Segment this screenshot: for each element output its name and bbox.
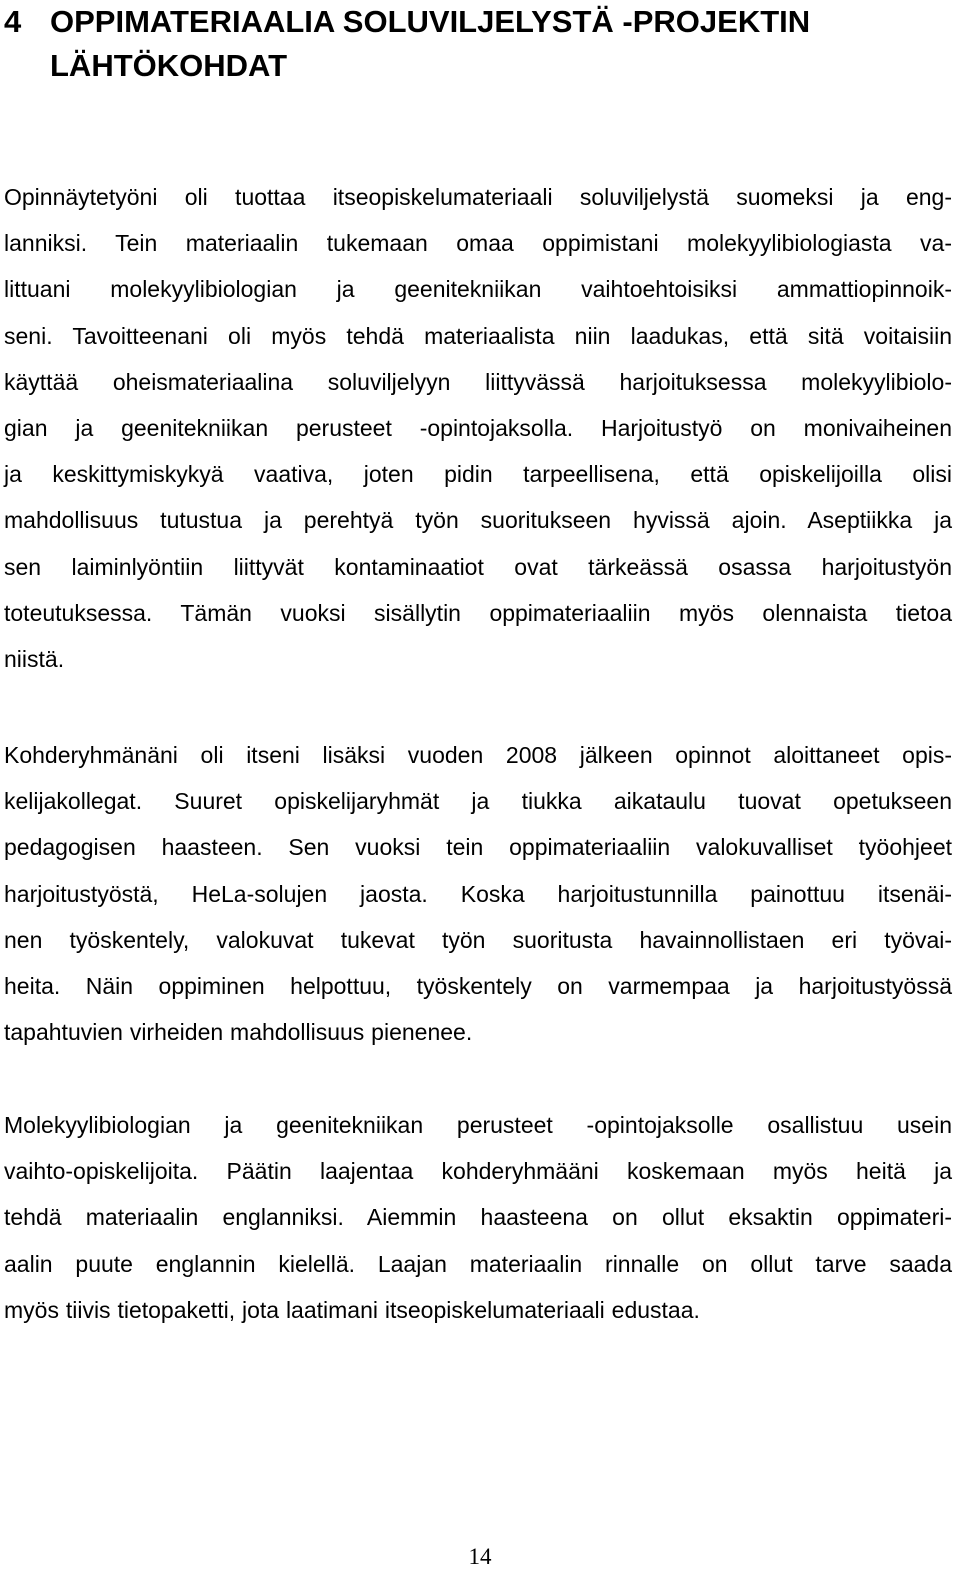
chapter-number: 4: [4, 4, 22, 39]
text-line: vaihto-opiskelijoita. Päätin laajentaa kohderyhmääni koskemaan myös heitä ja: [4, 1158, 952, 1185]
text-line: littuani molekyylibiologian ja geenitekniikan vaihtoehtoisiksi ammattiopinnoik-: [4, 276, 952, 303]
text-line: mahdollisuus tutustua ja perehtyä työn suoritukseen hyvissä ajoin. Aseptiikka ja: [4, 507, 952, 534]
text-line: pedagogisen haasteen. Sen vuoksi tein oppimateriaaliin valokuvalliset työohjeet: [4, 834, 952, 861]
text-line: kelijakollegat. Suuret opiskelijaryhmät ja tiukka aikataulu tuovat opetukseen: [4, 788, 952, 815]
text-line: niistä.: [4, 646, 65, 673]
paragraph-exchange-students: [4, 1102, 952, 1333]
text-line: nen työskentely, valokuvat tukevat työn suoritusta havainnollistaen eri työvai-: [4, 926, 952, 953]
text-line: sen laiminlyöntiin liittyvät kontaminaatiot ovat tärkeässä osassa harjoitustyön: [4, 553, 952, 580]
page-number: 14: [468, 1544, 492, 1569]
text-line: aalin puute englannin kielellä. Laajan materiaalin rinnalle on ollut tarve saada: [4, 1250, 952, 1277]
text-line: lanniksi. Tein materiaalin tukemaan omaa oppimistani molekyylibiologiasta va-: [4, 230, 952, 257]
text-line: ja keskittymiskykyä vaativa, joten pidin tarpeellisena, että opiskelijoilla olisi: [4, 461, 952, 488]
text-line: gian ja geenitekniikan perusteet -opintojaksolla. Harjoitustyö on monivaiheinen: [4, 415, 952, 442]
text-line: toteutuksessa. Tämän vuoksi sisällytin oppimateriaaliin myös olennaista tietoa: [4, 599, 952, 626]
text-line: tehdä materiaalin englanniksi. Aiemmin haasteena on ollut eksaktin oppimateri-: [4, 1204, 952, 1231]
paragraph-target-group: [4, 732, 952, 1055]
text-line: myös tiivis tietopaketti, jota laatimani itseopiskelumateriaali edustaa.: [4, 1296, 700, 1323]
text-line: Opinnäytetyöni oli tuottaa itseopiskelumateriaali soluviljelystä suomeksi ja eng-: [4, 184, 952, 210]
text-line: seni. Tavoitteenani oli myös tehdä materiaalista niin laadukas, että sitä voitaisiin: [4, 322, 952, 349]
text-line: käyttää oheismateriaalina soluviljelyyn liittyvässä harjoituksessa molekyylibiolo-: [4, 368, 952, 395]
chapter-title-line-2: LÄHTÖKOHDAT: [50, 48, 288, 83]
text-line: tapahtuvien virheiden mahdollisuus pienenee.: [4, 1019, 473, 1046]
chapter-heading: [4, 0, 956, 88]
chapter-title-line-1: OPPIMATERIAALIA SOLUVILJELYSTÄ -PROJEKTIN: [50, 4, 811, 39]
text-line: Molekyylibiologian ja geenitekniikan perusteet -opintojaksolle osallistuu usein: [4, 1112, 952, 1138]
text-line: heita. Näin oppiminen helpottuu, työskentely on varmempaa ja harjoitustyössä: [4, 973, 952, 1000]
text-line: harjoitustyöstä, HeLa-solujen jaosta. Koska harjoitustunnilla painottuu itsenäi-: [4, 880, 952, 907]
paragraph-thesis-goal: [4, 174, 952, 682]
text-line: Kohderyhmänäni oli itseni lisäksi vuoden 2008 jälkeen opinnot aloittaneet opis-: [4, 742, 952, 768]
